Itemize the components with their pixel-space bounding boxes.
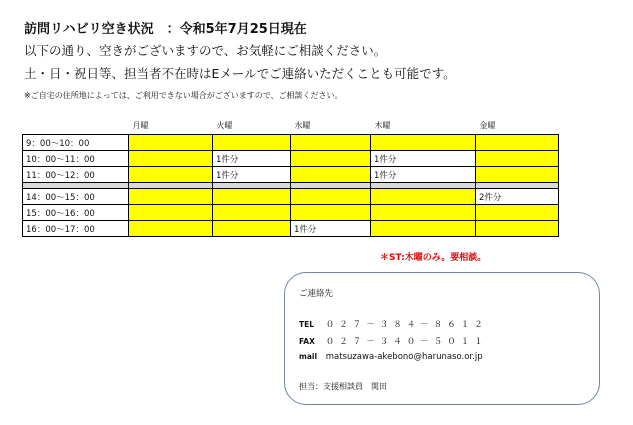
header-day-mon: 月曜: [132, 120, 149, 130]
header-time-corner: [23, 119, 129, 135]
slot-cell: [213, 189, 291, 205]
fax-number: ０２７－３４０－５０１１: [325, 337, 488, 347]
slot-cell: [129, 221, 213, 237]
slot-cell: [371, 189, 476, 205]
slot-cell: [476, 205, 559, 221]
header-day-tue: 火曜: [216, 120, 233, 130]
time-slot: 14：00〜15：00: [23, 189, 129, 205]
slot-cell: [291, 167, 371, 183]
slot-cell: [129, 205, 213, 221]
intro-line-2: 土・日・祝日等、担当者不在時はEメールでご連絡いただくことも可能です。: [24, 66, 456, 81]
slot-cell: [476, 135, 559, 151]
header-day-thu: 木曜: [374, 120, 391, 130]
mail-address[interactable]: matsuzawa-akebono@harunaso.or.jp: [325, 352, 483, 362]
slot-cell: 1件分: [371, 151, 476, 167]
slot-cell: [129, 151, 213, 167]
contact-heading: ご連絡先: [299, 289, 334, 299]
header-day-fri: 金曜: [479, 120, 496, 130]
table-row: [23, 221, 559, 237]
slot-cell: [291, 135, 371, 151]
contact-staff: 担当：支援相談員 関田: [299, 382, 387, 391]
table-row: [23, 205, 559, 221]
contact-box: [284, 272, 600, 405]
contact-tel: [299, 318, 488, 330]
slot-cell: [129, 135, 213, 151]
table-row: [23, 151, 559, 167]
address-note: ※ご自宅の住所地によっては、ご利用できない場合がございますので、ご相談ください。: [24, 91, 343, 100]
slot-cell: [213, 205, 291, 221]
slot-cell: [213, 221, 291, 237]
slot-cell: [291, 205, 371, 221]
contact-fax: [299, 335, 488, 347]
time-slot: 16：00〜17：00: [23, 221, 129, 237]
table-header-row: [23, 119, 559, 135]
contact-mail: [299, 352, 483, 362]
slot-cell: 1件分: [213, 151, 291, 167]
mail-label: mail: [299, 352, 318, 361]
slot-cell: [213, 135, 291, 151]
availability-table: [22, 119, 559, 237]
st-note: ＊ST:木曜のみ。要相談。: [380, 253, 487, 263]
intro-line-1: 以下の通り、空きがございますので、お気軽にご相談ください。: [24, 43, 387, 58]
tel-number: ０２７－３８４－８６１２: [325, 320, 488, 330]
slot-cell: [476, 167, 559, 183]
time-slot: 9：00〜10：00: [23, 135, 129, 151]
page-title: 訪問リハビリ空き状況 ：令和5年7月25日現在: [24, 22, 307, 37]
time-slot: 10：00〜11：00: [23, 151, 129, 167]
slot-cell: [129, 167, 213, 183]
slot-cell: [371, 135, 476, 151]
header-day-wed: 水曜: [294, 120, 311, 130]
slot-cell: 1件分: [213, 167, 291, 183]
table-row: [23, 189, 559, 205]
slot-cell: 1件分: [291, 221, 371, 237]
tel-label: TEL: [299, 320, 315, 329]
slot-cell: [291, 151, 371, 167]
slot-cell: [476, 221, 559, 237]
fax-label: FAX: [299, 337, 315, 346]
table-row: [23, 135, 559, 151]
slot-cell: [371, 221, 476, 237]
slot-cell: [291, 189, 371, 205]
time-slot: 15：00〜16：00: [23, 205, 129, 221]
slot-cell: [371, 205, 476, 221]
slot-cell: [476, 151, 559, 167]
table-row: [23, 167, 559, 183]
slot-cell: [129, 189, 213, 205]
time-slot: 11：00〜12：00: [23, 167, 129, 183]
slot-cell: 1件分: [371, 167, 476, 183]
slot-cell: 2件分: [476, 189, 559, 205]
